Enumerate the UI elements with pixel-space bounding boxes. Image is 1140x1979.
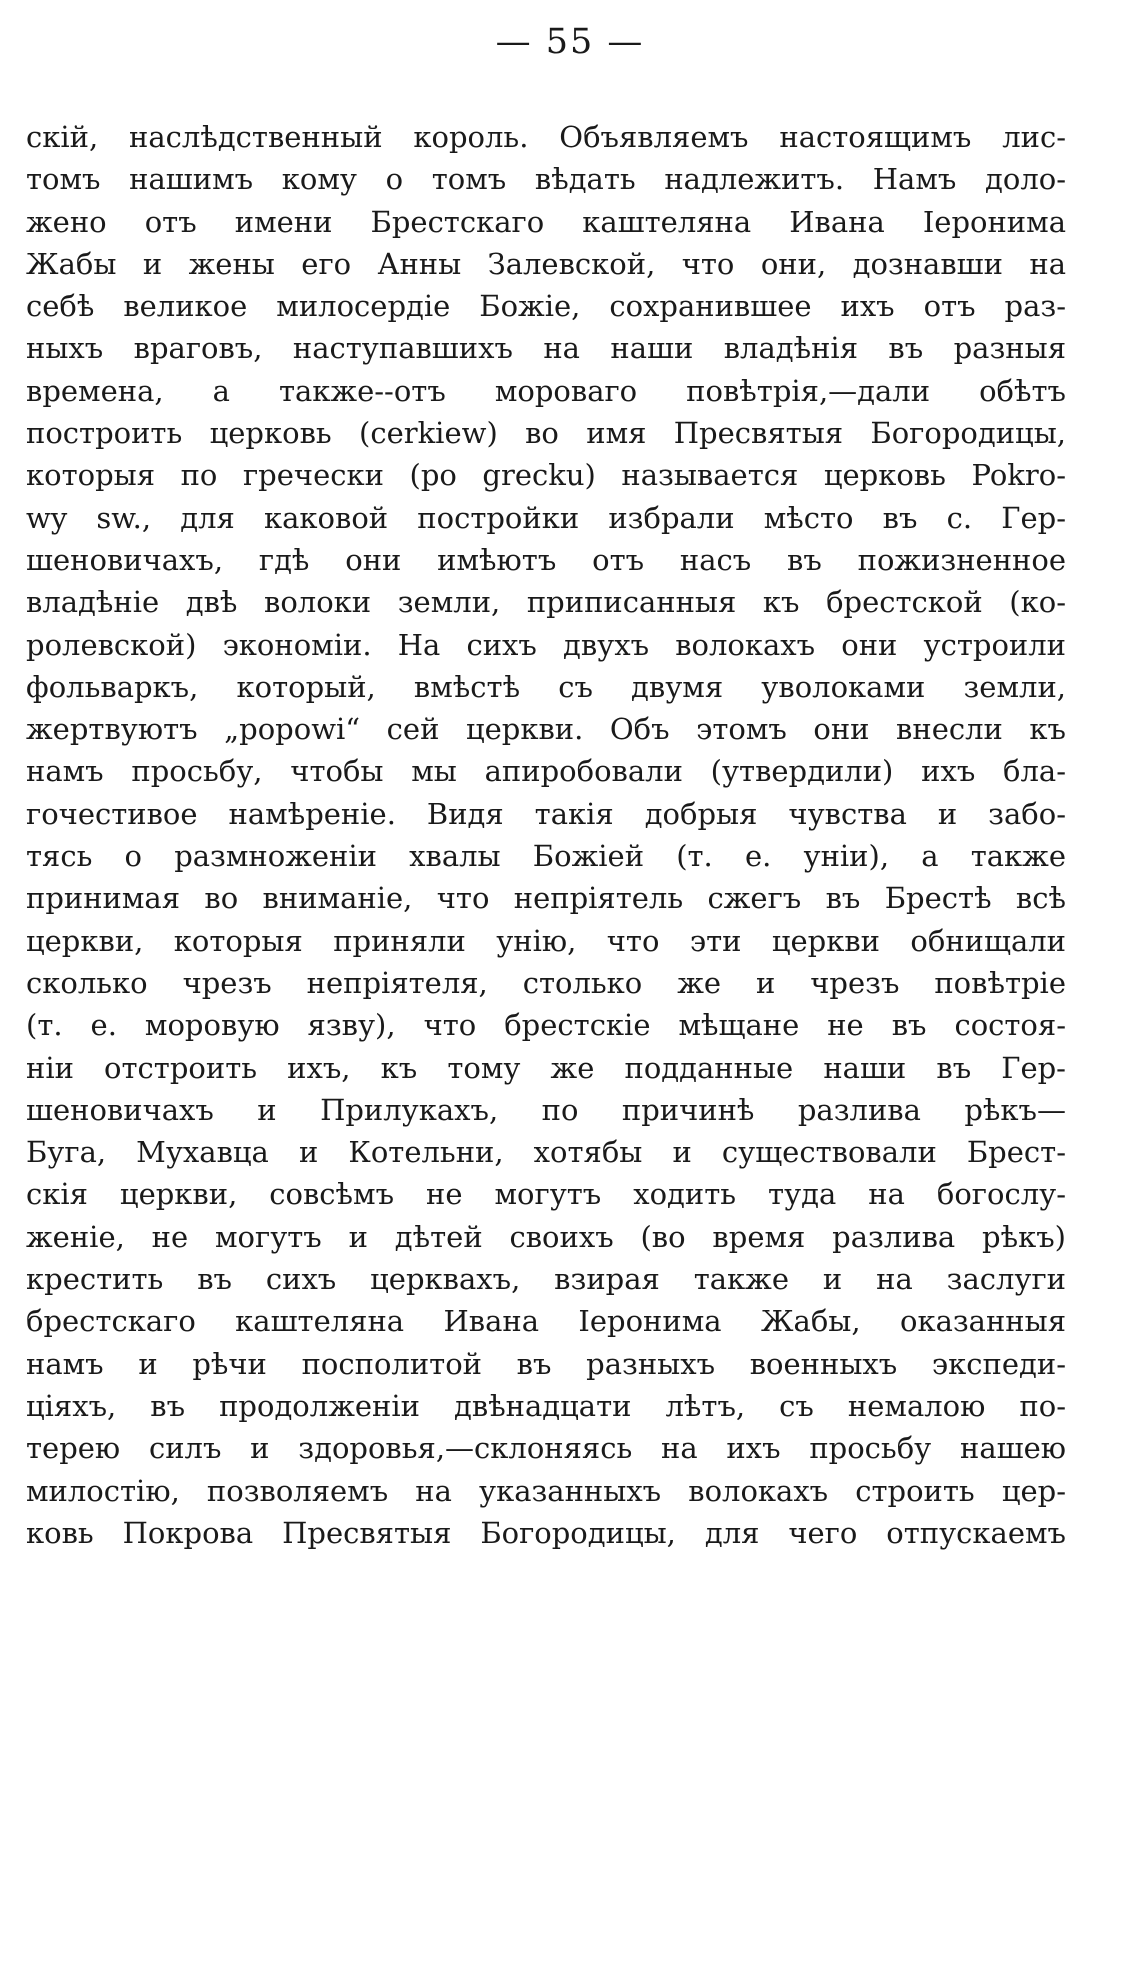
text-line: тясь о размноженіи хвалы Божіей (т. е. уніи), а также bbox=[26, 839, 1066, 874]
text-line: себѣ великое милосердіе Божіе, сохранившее ихъ отъ раз- bbox=[26, 289, 1066, 324]
text-line: Буга, Мухавца и Котельни, хотябы и существовали Брест- bbox=[26, 1135, 1066, 1170]
text-line: шеновичахъ, гдѣ они имѣютъ отъ насъ въ пожизненное bbox=[26, 542, 1066, 577]
text-line: терею силъ и здоровья,—склоняясь на ихъ просьбу нашею bbox=[26, 1431, 1066, 1466]
body-text bbox=[26, 116, 1066, 1554]
text-line: фольваркъ, который, вмѣстѣ съ двумя уволоками земли, bbox=[26, 669, 1066, 704]
text-line: владѣніе двѣ волоки земли, приписанныя къ брестской (ко- bbox=[26, 585, 1066, 620]
text-line: Жабы и жены его Анны Залевской, что они, дознавши на bbox=[26, 246, 1066, 281]
text-line: времена, а также--отъ моровaго повѣтрія,—дали обѣтъ bbox=[26, 373, 1066, 408]
text-line: ролевской) экономіи. На сихъ двухъ волокахъ они устроили bbox=[26, 627, 1066, 662]
text-line: жено отъ имени Брестскаго каштеляна Ивана Іеронима bbox=[26, 204, 1066, 239]
page-number: — 55 — bbox=[495, 22, 645, 62]
text-line: церкви, которыя приняли унію, что эти церкви обнищали bbox=[26, 923, 1066, 958]
text-line: принимая во вниманіе, что непріятель сжегъ въ Брестѣ всѣ bbox=[26, 881, 1066, 916]
text-line: скія церкви, совсѣмъ не могутъ ходить туда на богослу- bbox=[26, 1177, 1066, 1212]
text-line: построить церковь (cerkiew) во имя Пресвятыя Богородицы, bbox=[26, 416, 1066, 451]
text-line: wy sw., для каковой постройки избрали мѣсто въ с. Гер- bbox=[26, 500, 1066, 535]
text-line: (т. е. моровую язву), что брестскіе мѣщане не въ состоя- bbox=[26, 1008, 1066, 1043]
text-line: намъ просьбу, чтобы мы апиробовали (утвердили) ихъ бла- bbox=[26, 754, 1066, 789]
text-line: сколько чрезъ непріятеля, столько же и чрезъ повѣтріе bbox=[26, 965, 1066, 1000]
text-line: милостію, позволяемъ на указанныхъ волокахъ строить цер- bbox=[26, 1473, 1066, 1508]
text-line: томъ нашимъ кому о томъ вѣдать надлежитъ. Намъ доло- bbox=[26, 162, 1066, 197]
text-line: брестскаго каштеляна Ивана Іеронима Жабы, оказанныя bbox=[26, 1304, 1066, 1339]
text-line: крестить въ сихъ церквахъ, взирая также и на заслуги bbox=[26, 1262, 1066, 1297]
text-line: ныхъ враговъ, наступавшихъ на наши владѣнія въ разныя bbox=[26, 331, 1066, 366]
text-line: скій, наслѣдственный король. Объявляемъ настоящимъ лис- bbox=[26, 120, 1066, 154]
text-line: жертвуютъ „popowi“ сей церкви. Объ этомъ они внесли къ bbox=[26, 712, 1066, 747]
text-line: женіе, не могутъ и дѣтей своихъ (во время разлива рѣкъ) bbox=[26, 1219, 1066, 1254]
text-line: шеновичахъ и Прилукахъ, по причинѣ разлива рѣкъ— bbox=[26, 1092, 1066, 1127]
text-line: ніи отстроить ихъ, къ тому же подданные наши въ Гер- bbox=[26, 1050, 1066, 1085]
text-line: которыя по гречески (po grecku) называется церковь Pokro- bbox=[26, 458, 1066, 493]
text-line: намъ и рѣчи посполитой въ разныхъ военныхъ экспеди- bbox=[26, 1346, 1066, 1381]
text-line: ціяхъ, въ продолженіи двѣнадцати лѣтъ, съ немалою по- bbox=[26, 1388, 1066, 1423]
text-line: гочестивое намѣреніе. Видя такія добрыя чувства и забо- bbox=[26, 796, 1066, 831]
text-line: ковь Покрова Пресвятыя Богородицы, для чего отпускаемъ bbox=[26, 1515, 1066, 1550]
